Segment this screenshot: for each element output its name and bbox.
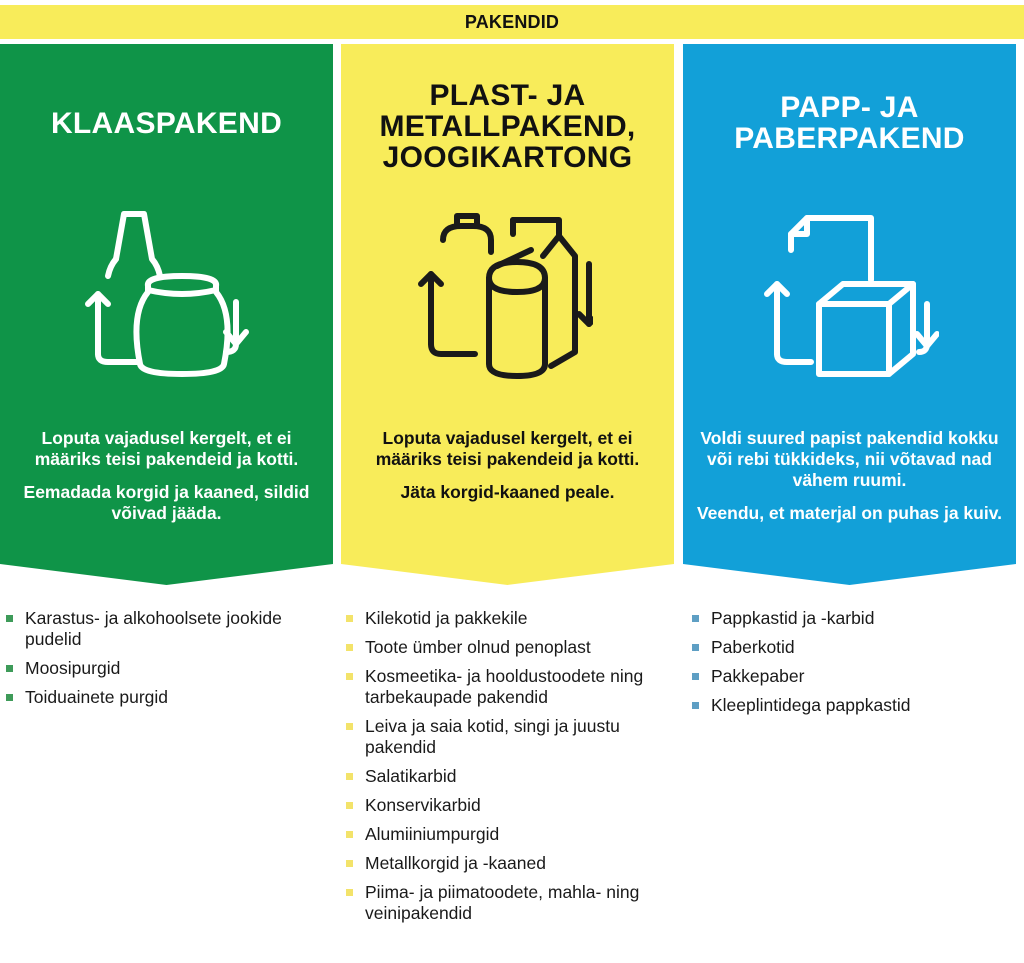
paper-packaging-instructions — [695, 428, 1004, 524]
bullet-icon — [692, 615, 699, 622]
instruction-paragraph: Voldi suured papist pakendid kokku või rebi tükkideks, nii võtavad nad vähem ruumi. — [700, 428, 999, 490]
instruction-paragraph: Veendu, et materjal on puhas ja kuiv. — [696, 503, 1003, 523]
list-item-label: Metallkorgid ja -kaaned — [365, 853, 546, 873]
page-title-bar — [0, 5, 1024, 39]
list-item-label: Toiduainete purgid — [25, 687, 169, 707]
bullet-icon — [692, 673, 699, 680]
list-item-label: Salatikarbid — [365, 766, 457, 786]
instruction-paragraph: Loputa vajadusel kergelt, et ei määriks teisi pakendeid ja kotti. — [34, 428, 299, 469]
bullet-icon — [346, 802, 353, 809]
bullet-icon — [346, 723, 353, 730]
list-item — [344, 637, 674, 658]
instruction-paragraph: Eemadada korgid ja kaaned, sildid võivad jääda. — [23, 482, 310, 523]
list-item-label: Kosmeetika- ja hooldustoodete ning tarbekaupade pakendid — [365, 666, 644, 707]
paper-packaging-title: PAPP- JA PABERPAKEND — [734, 91, 965, 155]
list-item-label: Kilekotid ja pakkekile — [365, 608, 528, 628]
list-item — [4, 658, 324, 679]
list-item — [690, 637, 1010, 658]
plastic-metal-packaging-instructions — [353, 428, 662, 503]
list-item — [690, 666, 1010, 687]
bullet-icon — [692, 644, 699, 651]
list-item — [690, 608, 1010, 629]
bullet-icon — [692, 702, 699, 709]
bullet-icon — [346, 889, 353, 896]
list-item-label: Leiva ja saia kotid, singi ja juustu pakendid — [365, 716, 620, 757]
plastic-bottle-can-carton-recycle-icon — [413, 204, 593, 384]
bullet-icon — [346, 831, 353, 838]
list-item — [4, 687, 324, 708]
glass-bottle-jar-recycle-icon — [76, 204, 256, 384]
list-item-label: Piima- ja piimatoodete, mahla- ning veinipakendid — [365, 882, 640, 923]
glass-packaging-banner — [0, 44, 333, 585]
glass-packaging-instructions — [12, 428, 321, 524]
glass-items-list — [4, 608, 324, 716]
list-item-label: Kleeplintidega pappkastid — [711, 695, 911, 715]
list-item — [344, 608, 674, 629]
list-item — [4, 608, 324, 650]
bullet-icon — [6, 615, 13, 622]
page-title: PAKENDID — [464, 11, 560, 32]
list-item-label: Pappkastid ja -karbid — [711, 608, 875, 628]
plastic-metal-packaging-title: PLAST- JA METALLPAKEND, JOOGIKARTONG — [379, 79, 636, 174]
paper-box-recycle-icon — [759, 204, 939, 384]
paper-items-list — [690, 608, 1010, 724]
plastic-metal-items-list — [344, 608, 674, 932]
list-item — [344, 795, 674, 816]
list-item — [344, 824, 674, 845]
plastic-metal-packaging-banner — [341, 44, 674, 585]
list-item-label: Pakkepaber — [711, 666, 805, 686]
instruction-paragraph: Loputa vajadusel kergelt, et ei määriks teisi pakendeid ja kotti. — [375, 428, 640, 469]
list-item — [344, 882, 674, 924]
instruction-paragraph: Jäta korgid-kaaned peale. — [400, 482, 615, 502]
list-item — [690, 695, 1010, 716]
bullet-icon — [6, 665, 13, 672]
bullet-icon — [346, 773, 353, 780]
list-item — [344, 716, 674, 758]
list-item-label: Moosipurgid — [25, 658, 121, 678]
bullet-icon — [346, 673, 353, 680]
bullet-icon — [346, 644, 353, 651]
bullet-icon — [346, 860, 353, 867]
list-item — [344, 766, 674, 787]
bullet-icon — [346, 615, 353, 622]
list-item-label: Karastus- ja alkohoolsete jookide pudelid — [25, 608, 282, 649]
paper-packaging-banner — [683, 44, 1016, 585]
bullet-icon — [6, 694, 13, 701]
glass-packaging-title: KLAASPAKEND — [50, 107, 283, 140]
list-item — [344, 666, 674, 708]
list-item-label: Konservikarbid — [365, 795, 481, 815]
list-item — [344, 853, 674, 874]
list-item-label: Alumiiniumpurgid — [365, 824, 500, 844]
list-item-label: Paberkotid — [711, 637, 795, 657]
list-item-label: Toote ümber olnud penoplast — [365, 637, 591, 657]
